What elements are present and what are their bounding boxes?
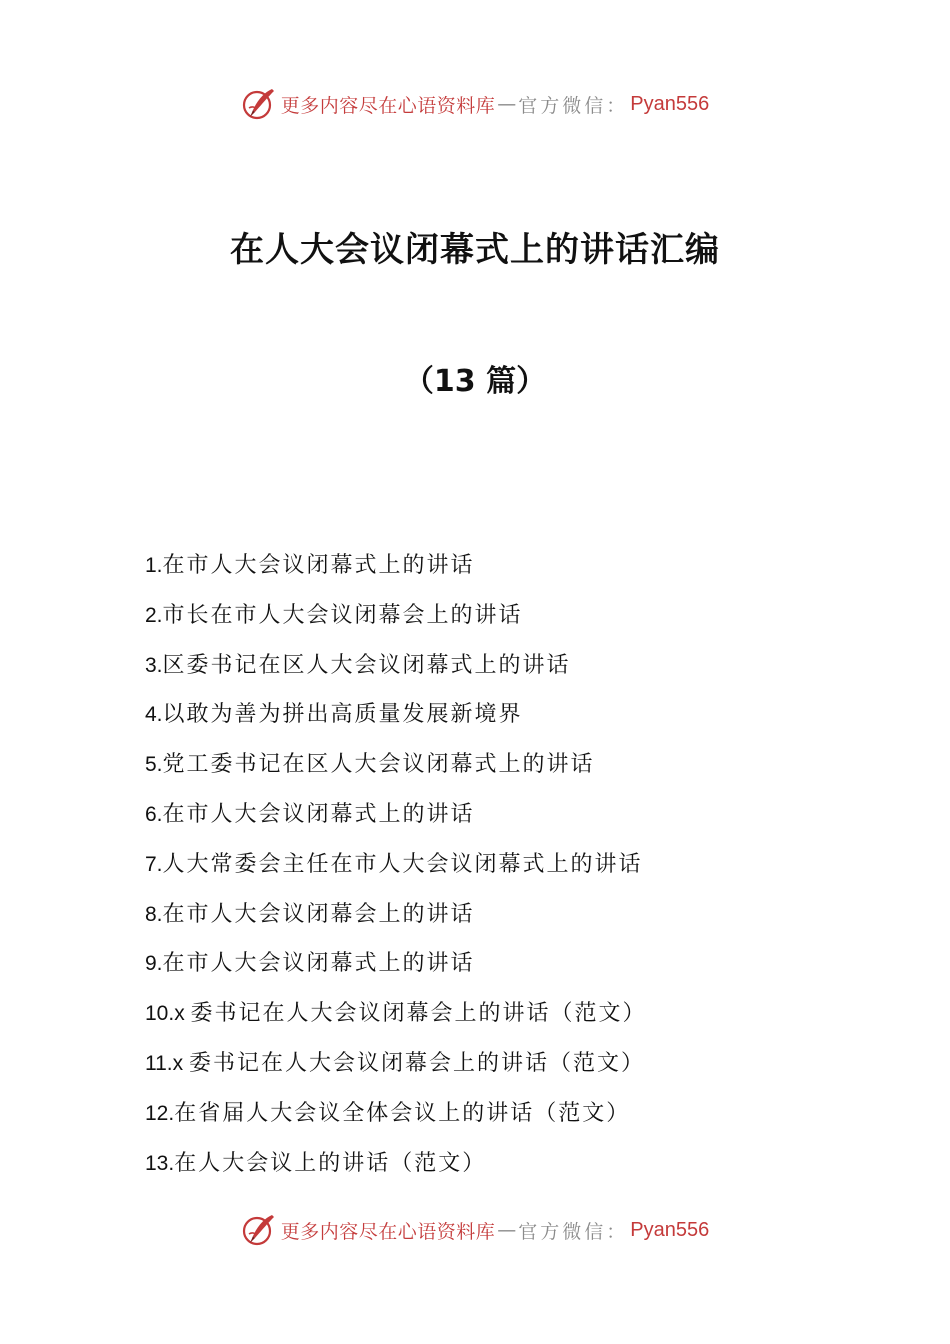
toc-item-number: 13. [145, 1151, 175, 1175]
toc-item-number: 12. [145, 1101, 175, 1125]
toc-item [145, 944, 885, 994]
toc-item-text: 委书记在人大会议闭幕会上的讲话（范文） [188, 1050, 645, 1076]
watermark-wechat-id: Pyan556 [630, 1218, 710, 1241]
toc-item [145, 695, 885, 745]
toc-item-number: 3. [145, 653, 163, 677]
toc-item-number: 5. [145, 753, 163, 777]
document-subtitle: （13 篇） [403, 364, 547, 399]
watermark-wechat-id: Pyan556 [630, 92, 710, 115]
watermark-wechat-label: 官方微信： [518, 1220, 629, 1243]
toc-item-text: 党工委书记在区人大会议闭幕式上的讲话 [162, 752, 595, 778]
watermark-brand-text: 更多内容尽在心语资料库 [280, 1220, 496, 1243]
toc-item [145, 1144, 885, 1194]
watermark-wechat-label: 官方微信： [518, 94, 629, 117]
toc-item-number: 6. [145, 802, 163, 826]
toc-item [145, 795, 885, 845]
toc-item-number: 10.x [145, 1002, 191, 1026]
toc-item [145, 596, 885, 646]
header-watermark [0, 82, 950, 126]
toc-item [145, 745, 885, 795]
table-of-contents [145, 546, 885, 1193]
toc-item-text: 在市人大会议闭幕式上的讲话 [162, 951, 475, 977]
toc-item [145, 546, 885, 596]
toc-item-text: 在市人大会议闭幕会上的讲话 [162, 901, 475, 927]
toc-item-text: 市长在市人大会议闭幕会上的讲话 [162, 602, 523, 628]
toc-item [145, 1094, 885, 1144]
footer-watermark [0, 1208, 950, 1252]
toc-item-text: 委书记在人大会议闭幕会上的讲话（范文） [190, 1001, 647, 1027]
toc-item-text: 人大常委会主任在市人大会议闭幕式上的讲话 [162, 851, 643, 877]
document-title: 在人大会议闭幕式上的讲话汇编 [230, 230, 720, 270]
watermark-brand-text: 更多内容尽在心语资料库 [280, 94, 496, 117]
toc-item-text: 在省届人大会议全体会议上的讲话（范文） [174, 1100, 631, 1126]
quill-pen-icon [241, 86, 277, 122]
toc-item [145, 646, 885, 696]
toc-item [145, 845, 885, 895]
toc-item-text: 以敢为善为拼出高质量发展新境界 [162, 702, 523, 728]
quill-pen-icon [241, 1212, 277, 1248]
toc-item [145, 895, 885, 945]
toc-item [145, 1044, 885, 1094]
toc-item-number: 4. [145, 703, 163, 727]
watermark-dash: — [497, 93, 517, 115]
toc-item-text: 在市人大会议闭幕式上的讲话 [162, 553, 475, 578]
toc-item-number: 7. [145, 852, 163, 876]
toc-item [145, 994, 885, 1044]
watermark-dash: — [497, 1219, 517, 1241]
toc-item-number: 11.x [145, 1051, 189, 1075]
toc-item-text: 在市人大会议闭幕式上的讲话 [162, 801, 475, 827]
toc-item-number: 2. [145, 603, 163, 627]
toc-item-text: 在人大会议上的讲话（范文） [174, 1150, 487, 1176]
toc-item-text: 区委书记在区人大会议闭幕式上的讲话 [162, 652, 571, 678]
toc-item-number: 9. [145, 952, 163, 976]
toc-item-number: 8. [145, 902, 163, 926]
toc-item-number: 1. [145, 554, 163, 577]
